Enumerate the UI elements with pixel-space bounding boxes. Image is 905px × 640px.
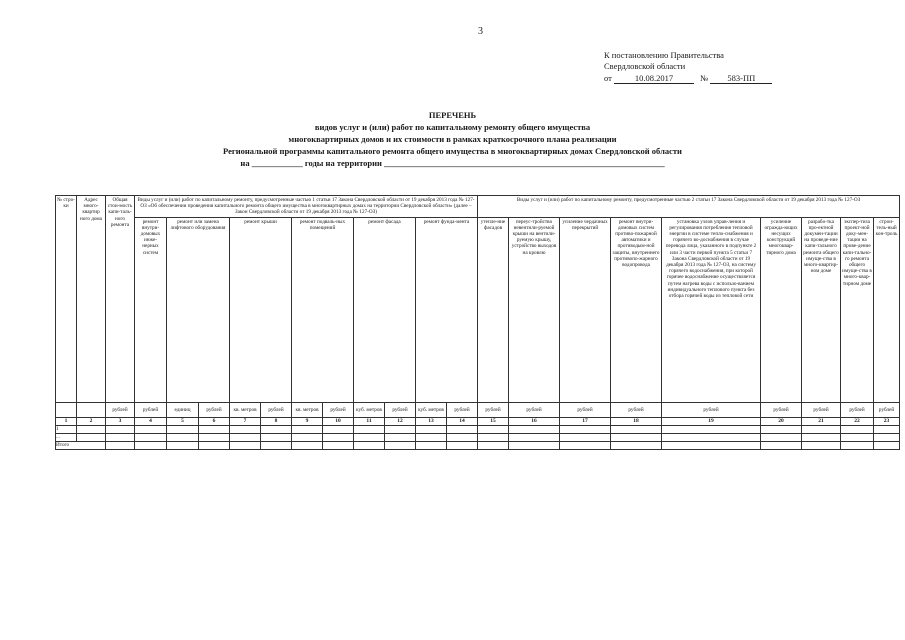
unit-cell: рублей [761,402,802,417]
header-load-bearing: усиление огражда-ющих несущих конструкций многоквар-тирного дома [761,217,802,402]
unit-cell: куб. метров [416,402,447,417]
unit-cell [77,402,106,417]
unit-cell: рублей [509,402,560,417]
unit-cell: рублей [106,402,135,417]
services-table [55,195,900,450]
column-number-cell: 22 [841,417,874,425]
header-roof: ремонт крыши [230,217,292,402]
header-basement: ремонт подваль-ных помещений [292,217,354,402]
header-pitched-roof: переус-тройство невентили-руемой крыши на вентили-руемую крышу, устройство выходов на кровлю [509,217,560,402]
unit-cell: рублей [199,402,230,417]
column-number-cell: 3 [106,417,135,425]
unit-cell [56,402,77,417]
document-title-line3: Региональной программы капитального ремонта общего имущества в многоквартирных домах Свердловской области [223,146,682,156]
column-number-cell: 9 [292,417,323,425]
document-title-line2: многоквартирных домов и их стоимости в рамках краткосрочного плана реализации [288,134,617,144]
unit-cell: кв. метров [230,402,261,417]
column-number-cell: 6 [199,417,230,425]
unit-cell: рублей [874,402,900,417]
column-number-cell: 16 [509,417,560,425]
header-facade: ремонт фасада [354,217,416,402]
header-row-groups [56,196,900,218]
unit-cell: кв. метров [292,402,323,417]
approval-from-label: от [604,73,612,83]
column-number-cell: 17 [560,417,611,425]
unit-cell: рублей [447,402,478,417]
column-number-cell: 20 [761,417,802,425]
unit-cell: рублей [841,402,874,417]
unit-cell: единиц [167,402,199,417]
total-row [56,441,900,449]
column-number-cell: 5 [167,417,199,425]
column-number-cell: 10 [323,417,354,425]
column-number-cell: 15 [478,417,509,425]
column-number-cell: 8 [261,417,292,425]
approval-date-line [604,73,772,84]
title-on-label: на [240,158,250,168]
approval-no-label: № [700,73,709,83]
units-row [56,402,900,417]
header-design-docs: разрабо-тка про-ектной докумен-тации на проведе-ние капи-тального ремонта общего имуще-ства в много-квартир-ном доме [802,217,841,402]
header-number: № стро-ки [56,196,77,403]
approval-line2: Свердловской области [604,61,686,71]
header-attic: усиление чердачных перекрытий [560,217,611,402]
column-number-cell: 1 [56,417,77,425]
document-title-line1: видов услуг и (или) работ по капитальному ремонту общего имущества [314,122,591,132]
column-number-cell: 23 [874,417,900,425]
unit-cell: рублей [135,402,167,417]
title-years-label: годы на территории [304,158,382,168]
column-number-cell: 13 [416,417,447,425]
row-total-label: Итого [56,441,106,449]
column-number-cell: 18 [611,417,662,425]
title-years-blank: ____________ [251,158,303,168]
header-heat-meter: установка узлов управ-ления и регулирования потребления тепловой энергии в системе тепло-снабжения и горячего во-доснабжения в случае перевода лица, указанного в подпункте 2 или 3 части первой пункта 5 статьи 7 Закона Свердловской области от 19 декабря 2013 года № 127-ОЗ, на систему горячего водоснабжения, при которой горячее водоснабжение осуществляется путем нагрева воды с использо-ванием индивидуального теплового пункта без отбора горячей воды из тепловой сети [662,217,761,402]
unit-cell: рублей [478,402,509,417]
header-expertise: экспер-тиза проект-ной доку-мен-тации на прове-дение капи-тально-го ремонта общего имуще-ства в много-квар-тирном доме [841,217,874,402]
unit-cell: рублей [611,402,662,417]
approval-number: 583-ПП [710,73,772,84]
header-supervision: строи-тель-ный кон-троль [874,217,900,402]
column-number-cell: 7 [230,417,261,425]
header-address: Адрес много-квартир ного дома [77,196,106,403]
document-title-line4 [0,158,905,169]
title-territory-blank: __________________________________________________________________ [384,158,665,168]
header-foundation: ремонт фунда-мента [416,217,478,402]
unit-cell: куб. метров [354,402,385,417]
header-fire-systems: ремонт внутри-домовых систем противо-пожарной автоматики и противодым-ной защиты, внутреннего противопо-жарного водопровода [611,217,662,402]
header-engineering-systems: ремонт внутри-домовых инже-нерных систем [135,217,167,402]
column-number-cell: 4 [135,417,167,425]
header-group-part1: Виды услуг и (или) работ по капитальному ремонту, предусмотренные частью 1 статьи 17 Закона Свердловской области от 19 декабря 2013 года № 127-ОЗ «Об обеспечении проведения капитального ремонта общего имущества в многоквартирных домах на территории Свердловской области» (далее – Закон Свердловской области от 19 декабря 2013 года № 127-ОЗ) [135,196,478,218]
unit-cell: рублей [802,402,841,417]
unit-cell: рублей [323,402,354,417]
column-number-cell: 14 [447,417,478,425]
unit-cell: рублей [560,402,611,417]
column-numbers-row [56,417,900,425]
header-row-subcolumns [56,217,900,402]
header-total-cost: Общая стои-мость капи-таль-ного ремонта [106,196,135,403]
header-group-part2: Виды услуг и (или) работ по капитальному ремонту, предусмотренные частью 2 статьи 17 Закона Свердловской области от 19 декабря 2013 года № 127-ОЗ [478,196,900,218]
column-number-cell: 11 [354,417,385,425]
unit-cell: рублей [261,402,292,417]
column-number-cell: 21 [802,417,841,425]
document-heading: ПЕРЕЧЕНЬ [428,110,477,120]
table-row [56,425,900,433]
column-number-cell: 19 [662,417,761,425]
header-insulation: утепле-ние фасадов [478,217,509,402]
row-number: 1 [56,425,77,433]
unit-cell: рублей [662,402,761,417]
page-number: 3 [478,26,483,37]
column-number-cell: 2 [77,417,106,425]
unit-cell: рублей [385,402,416,417]
header-elevator: ремонт или замена лифтового оборудования [167,217,230,402]
approval-line1: К постановлению Правительства [604,50,724,60]
approval-date: 10.08.2017 [614,73,694,84]
column-number-cell: 12 [385,417,416,425]
table-row [56,433,900,441]
row-ellipsis: ... [56,433,77,441]
